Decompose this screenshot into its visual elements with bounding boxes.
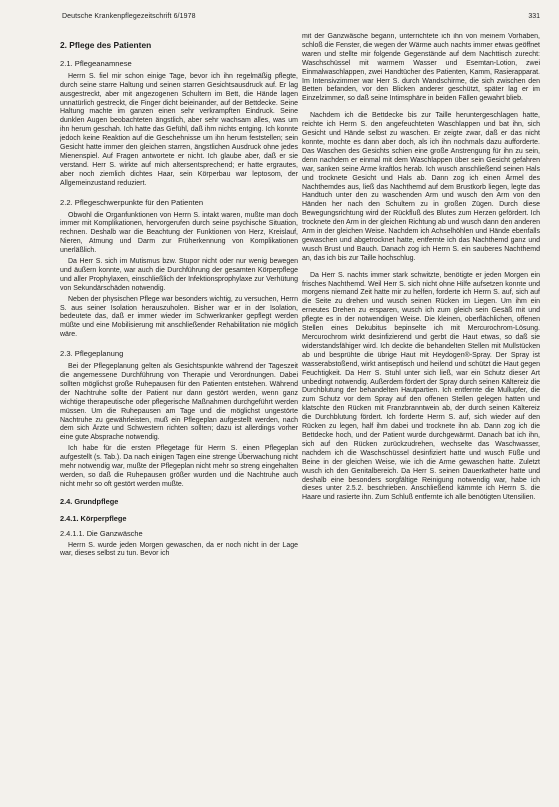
paragraph: Nachdem ich die Bettdecke bis zur Taille heruntergeschlagen hatte, reichte ich Herrn S. den angefeuchteten Waschlappen und bat ihn, sich Gesicht und Hände selbst zu waschen. Er zeigte zwar, daß er das nicht konnte, mochte es dann aber doch, als ich ihn nochmals dazu aufforderte. Das Waschen des Gesichts schien eine große Anstrengung für ihn zu sein, denn nachdem er einmal mit dem Waschlappen über sein Gesicht gefahren war, sanken seine Arme kraftlos herab. Ich wusch anschließend seinen Hals und trocknete Gesicht und Hals ab. Dann zog ich einen Ärmel des Nachthemdes aus, ließ das Nachthemd auf dem Brustkorb liegen, legte das Handtuch unter den zu waschenden Arm und wusch den Arm von den Händen her nach den Schultern zu in großen Zügen. Durch diese Bewegungsrichtung wird der Rückfluß des Blutes zum Herzen gefördert. Ich trocknete den Arm in der gleichen Richtung ab und wusch dann den anderen Arm in der gleichen Weise. Nachdem ich Achselhöhlen und Hände ebenfalls gewaschen und abgetrocknet hatte, entfernte ich das Nachthemd ganz und wusch Brust und Bauch. Danach zog ich Herrn S. ein sauberes Nachthemd an, das ich bis zur Taille hochschlug. [302, 112, 540, 262]
left-column [60, 33, 298, 801]
paragraph: Herrn S. wurde jeden Morgen gewaschen, da er noch nicht in der Lage war, dieses selbst zu tun. Bevor ich [60, 541, 298, 558]
paragraph: Ich habe für die ersten Pflegetage für Herrn S. einen Pflegeplan aufgestellt (s. Tab.). Da nach einigen Tagen eine strenge Überwachung nicht mehr notwendig war, mußte der Pflegeplan nicht mehr so streng eingehalten werden, so daß die Ruhepausen größer wurden und die Nachtruhe auch nicht mehr so oft gestört werden mußte. [60, 445, 298, 488]
subsection-title: 2.4.1.1. Die Ganzwäsche [60, 528, 143, 538]
paragraph: Bei der Pflegeplanung gelten als Gesichtspunkte während der Tageszeit die angemessene Durchführung von Therapie und Verordnungen. Dabei sollten möglichst große Ruhepausen für den Patienten entstehen. Während der Nachtruhe sollte der Patient nur dann gestört werden, wenn ganz wichtige therapeutische oder pflegerische Maßnahmen durchgeführt werden müssen. Um die Ruhepausen am Tage und die möglichst ungestörte Nachtruhe zu gewährleisten, muß ein Pflegeplan aufgestellt werden, nach dem sich Ärzte und Schwestern richten sollten; dazu ist allerdings vorher eine gute Absprache notwendig. [60, 363, 298, 442]
right-column [302, 33, 540, 801]
paragraph: mit der Ganzwäsche begann, unterrichtete ich ihn von meinem Vorhaben, schloß die Fenster, die wegen der Wärme auch nachts immer etwas geöffnet waren und stellte mir folgende Gegenstände auf dem Nachttisch zurecht: Waschschüssel mit warmem Wasser und Esemtan-Lotion, zwei Einmalwaschlappen, zwei Handtücher des Patienten, Kamm, Rasierapparat. Im Intensivzimmer war Herr S. durch Wandschirme, die sich zwischen den Betten befanden, vor den Blicken anderer geschützt, später lag er im Einzelzimmer, so daß seine Intimsphäre in beiden Fällen gewahrt blieb. [302, 33, 540, 103]
page-number: 331 [528, 13, 540, 20]
subsection-title: 2.1. Pflegeanamnese [60, 58, 132, 68]
subsection-title: 2.2. Pflegeschwerpunkte für den Patienten [60, 197, 204, 207]
subsection-title: 2.4. Grundpflege [60, 496, 119, 506]
paragraph: Herrn S. fiel mir schon einige Tage, bevor ich ihn regelmäßig pflegte, durch seine starre Haltung und seinen starren Gesichtsausdruck auf. Er lag ausgestreckt, aber mit angezogenen Schultern im Bett, die Hände lagen unnatürlich gestreckt, die Finger dicht beieinander, auf der Bettdecke. Seine Haltung machte im ganzen einen sehr verkrampften Eindruck. Seine dunklen Augen beobachteten ängstlich, aber sehr wachsam alles, was um ihn herum geschah. Ich hatte das Gefühl, daß ihm nichts entging. Ich konnte jedoch keine Reaktion auf die Geschehnisse um ihn herum feststellen; sein Gesicht hatte immer den gleichen starren, ängstlichen Ausdruck ohne jedes Mienenspiel. Auf Fragen antwortete er nicht. Ich glaube aber, daß er sie verstand. Herr S. wirkte auf mich altersentsprechend; er hatte ergrautes, aber noch ziemlich dichtes Haar, sein Körperbau war leptosom, der Allgemeinzustand reduziert. [60, 72, 298, 187]
subsection-title: 2.4.1. Körperpflege [60, 513, 127, 523]
paragraph: Da Herr S. sich im Mutismus bzw. Stupor nicht oder nur wenig bewegen und äußern konnte, war auch die Durchführung der gesamten Körperpflege und aller Prophylaxen, einschließlich der Infektionsprophylaxe zur Verhütung von Sekundärschäden notwendig. [60, 258, 298, 292]
paragraph: Neben der physischen Pflege war besonders wichtig, zu versuchen, Herrn S. aus seiner Isolation herauszuholen. Bisher war er in der Isolation, bedeutete das, daß er immer wieder im Schwerkranker gepflegt werden müßte und eine Mobilisierung mit anschließender Rehabilitation nie möglich wäre. [60, 295, 298, 339]
paragraph: Da Herr S. nachts immer stark schwitzte, benötigte er jeden Morgen ein frisches Nachthemd. Weil Herr S. sich nicht ohne Hilfe aufsetzen konnte und morgens niemand Zeit hatte mir zu helfen, forderte ich Herrn S. auf, sich auf die Seite zu drehen und wusch seinen Rücken im Liegen. Um ihm ein erneutes Drehen zu ersparen, wusch ich zum gleich sein Gesäß mit und pflegte es in der notwendigen Weise. Die kleinen, oberflächlichen, offenen Stellen eines Dekubitus bepinselte ich mit Mercurochrom-Lösung. Mercurochrom wirkt desinfizierend und gerbt die Haut etwas, so daß sie widerstandsfähiger wird. Ich deckte die behandelten Stellen mit Mullstücken ab und besprühte die übrige Haut mit Heydogen®-Spray. Der Spray ist wasserabstoßend, wirkt antiseptisch und heilend und schützt die Haut gegen Feuchtigkeit. Da Herr S. Stuhl unter sich ließ, war ein Schutz dieser Art unbedingt notwendig. Außerdem fördert der Spray durch seinen Kältereiz die Durchblutung der behandelten Hautpartien. Ich entfernte die Mullupfer, die zum Schutz vor dem Spray auf den offenen Stellen gelegen hatten und klatschte den Rücken mit Franzbranntwein ab, der durch seinen Kältereiz die Durchblutung fördert. Ich forderte Herrn S. auf, sich wieder auf den Rücken zu legen, half ihm dabei und trocknete ihn ab. Dann zog ich die Bettdecke hoch, und der Patient wurde durchgewärmt. Danach bat ich ihn, sich auf den Rücken zurückzudrehen, wechselte das Waschwasser, nachdem ich die Waschschüssel desinfiziert hatte und wusch Füße und Beine in der gleichen Weise, wie ich die Arme gewaschen hatte. Zuletzt wusch ich den Genitalbereich. Da Herr S. seinen Dauerkatheter hatte und deshalb eine besonders sorgfältige Reinigung notwendig war, habe ich dieses unter 2.5.2. beschrieben. Anschließend kämmte ich Herrn S. die Haare und rasierte ihn. Zum Schluß entfernte ich alle benötigten Utensilien. [302, 271, 540, 502]
section-title: 2. Pflege des Patienten [60, 40, 152, 50]
journal-title: Deutsche Krankenpflegezeitschrift 6/1978 [62, 13, 196, 20]
paragraph: Obwohl die Organfunktionen von Herrn S. intakt waren, mußte man doch immer mit Komplikationen, hervorgerufen durch seine psychische Situation, rechnen. Deshalb war die Beachtung der Funktionen von Herz, Kreislauf, Nieren, Atmung und Darm zur Früherkennung von Komplikationen unerläßlich. [60, 211, 298, 255]
subsection-title: 2.3. Pflegeplanung [60, 349, 124, 359]
page-header [62, 13, 540, 25]
